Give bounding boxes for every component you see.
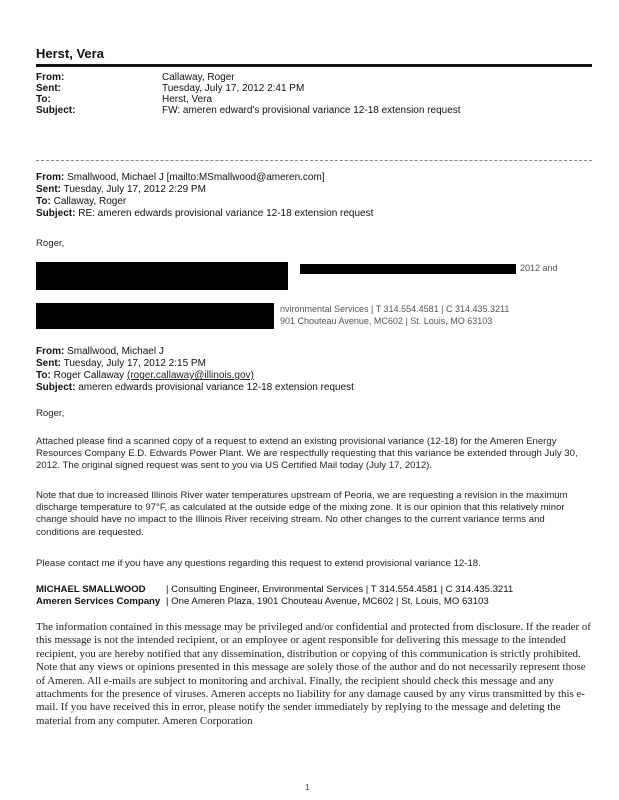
sent-label: Sent: [36,184,61,195]
to-value: Roger Callaway [53,370,125,381]
subject-value: ameren edwards provisional variance 12-18 extension request [78,382,354,393]
header-rule [36,64,592,67]
body-paragraph: Note that due to increased Illinois River water temperatures upstream of Peoria, we are requesting a revision in the maximum discharge temperature to 97°F, as calculated at the outside edge of the mixing zone. It is our opinion that this relatively minor change should have no impact to the Illinois River receiving stream. No other changes to the current variance terms and conditions are requested. [36,490,568,538]
redaction-block [36,262,288,290]
sent-label: Sent: [36,83,61,94]
signature-name: MICHAEL SMALLWOOD [36,584,146,595]
from-label: From: [36,172,65,183]
mailbox-owner: Herst, Vera [36,46,104,61]
subject-label: Subject: [36,208,76,219]
subject-value: FW: ameren edward's provisional variance 12-18 extension request [162,105,461,116]
body-paragraph: Please contact me if you have any questions regarding this request to extend provisional variance 12-18. [36,558,481,569]
signature-company: Ameren Services Company [36,596,161,607]
to-label: To: [36,94,51,105]
sent-value: Tuesday, July 17, 2012 2:41 PM [162,83,305,94]
subject-label: Subject: [36,382,76,393]
subject-value: RE: ameren edwards provisional variance 12-18 extension request [78,208,374,219]
original-message-header [36,346,354,394]
from-label: From: [36,346,65,357]
greeting: Roger, [36,408,65,419]
email-link[interactable]: (roger.callaway@illinois.gov) [126,370,254,381]
from-value: Callaway, Roger [162,72,235,83]
sent-label: Sent: [36,358,61,369]
page-number: 1 [305,783,310,792]
to-value: Herst, Vera [162,94,213,105]
redaction-block [36,303,274,329]
sent-value: Tuesday, July 17, 2012 2:15 PM [63,358,206,369]
reply-header [36,172,373,220]
from-value: Smallwood, Michael J [67,346,164,357]
subject-label: Subject: [36,105,76,116]
greeting: Roger, [36,238,65,249]
signature-address: | One Ameren Plaza, 1901 Chouteau Avenue, MC602 | St. Louis, MO 63103 [166,596,489,607]
partial-text: 2012 and [520,263,558,273]
sent-value: Tuesday, July 17, 2012 2:29 PM [63,184,206,195]
to-label: To: [36,196,51,207]
partial-text: 901 Chouteau Avenue, MC602 | St. Louis, MO 63103 [280,316,493,326]
legal-disclaimer: The information contained in this message may be privileged and/or confidential and protected from disclosure. If the reader of this message is not the intended recipient, or an employee or agent responsible for delivering this message to the intended recipient, you are hereby notified that any dissemination, distribution or copying of this communication is strictly prohibited. Note that any views or opinions presented in this message are solely those of the author and do not necessarily represent those of Ameren. All e-mails are subject to monitoring and archival. Finally, the recipient should check this message and any attachments for the presence of viruses. Ameren accepts no liability for any damage caused by any virus transmitted by this e-mail. If you have received this in error, please notify the sender immediately by replying to the message and deleting the material from any computer. Ameren Corporation [36,621,591,727]
separator-line [36,160,592,162]
to-value: Callaway, Roger [53,196,127,207]
email-signature [36,584,513,608]
redaction-block [300,264,516,274]
from-value: Smallwood, Michael J [mailto:MSmallwood@ameren.com] [67,172,325,183]
body-paragraph: Attached please find a scanned copy of a request to extend an existing provisional variance (12-18) for the Ameren Energy Resources Company E.D. Edwards Power Plant. We are respectfully requesting that this variance be extended through July 30, 2012. The original signed request was sent to you via US Certified Mail today (July 17, 2012). [36,436,578,472]
from-label: From: [36,72,65,83]
outer-email-header [36,72,461,116]
to-label: To: [36,370,51,381]
signature-title: | Consulting Engineer, Environmental Services | T 314.554.4581 | C 314.435.3211 [166,584,514,595]
partial-text: nvironmental Services | T 314.554.4581 | C 314.435.3211 [280,304,510,314]
